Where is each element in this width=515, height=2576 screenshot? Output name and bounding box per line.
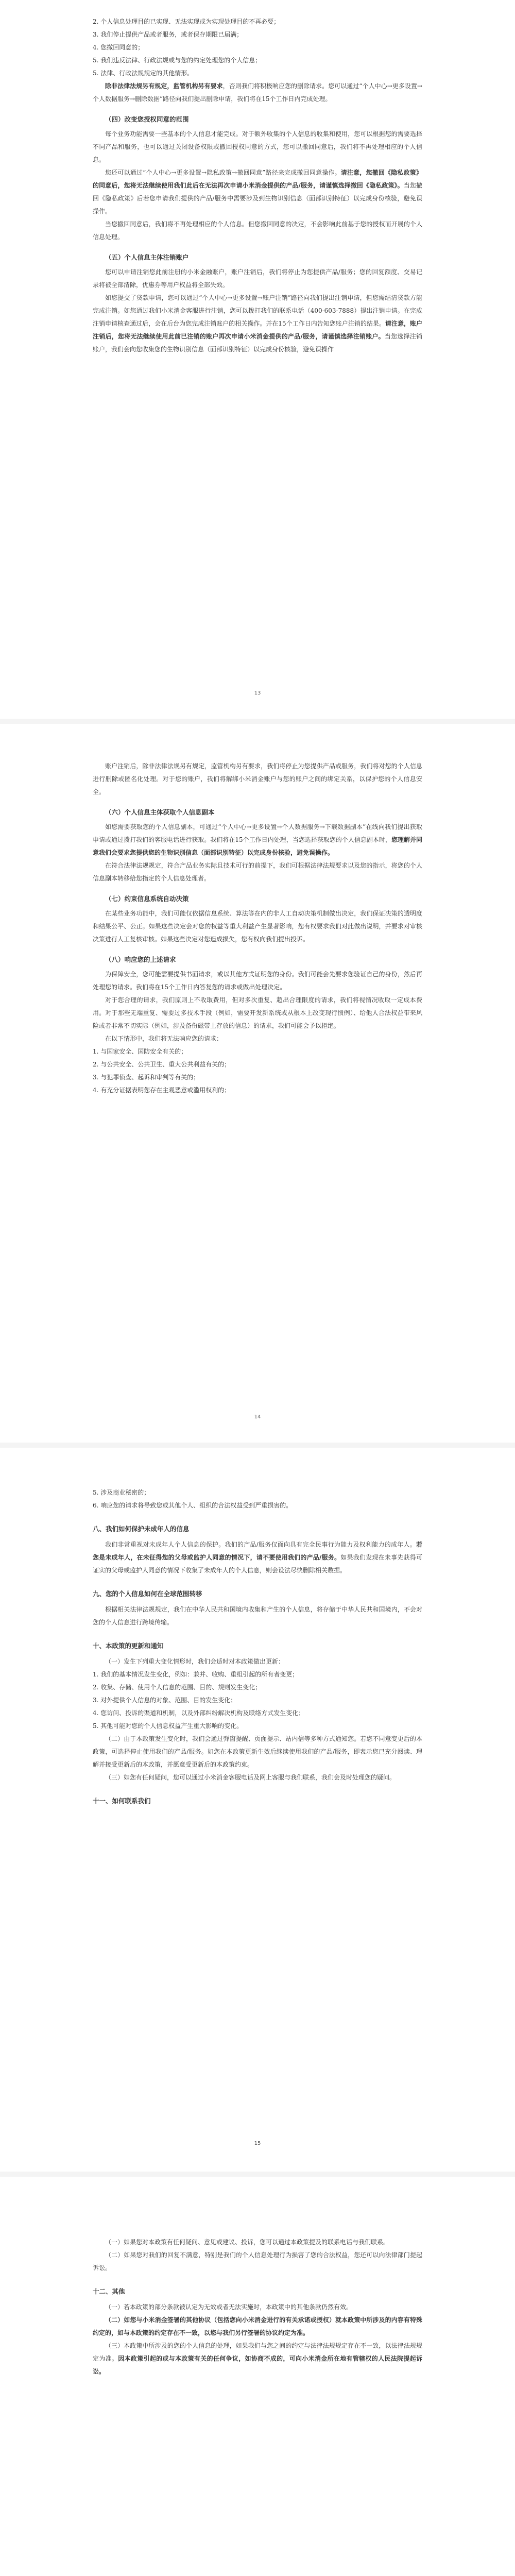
paragraph bbox=[93, 2314, 422, 2340]
section-heading: 十二、其他 bbox=[93, 2287, 125, 2295]
page-number: 15 bbox=[254, 2141, 261, 2146]
page-content bbox=[93, 15, 422, 356]
emphasis-text: 您理解并同意我们会要求您提供您的生物识别信息（面部识别特征）以完成身份核验，避免误操作。 bbox=[93, 836, 422, 856]
paragraph: 每个业务功能需要一些基本的个人信息才能完成。对于额外收集的个人信息的收集和使用，您可以根据您的需要选择不同产品和服务，也可以通过关闭设备权限或撤回授权同意的方式，您可以撤回同意后，我们将不再处理相应的个人信息。 bbox=[93, 130, 422, 163]
emphasis-text: 除非法律法规另有规定，监管机构另有要求 bbox=[105, 82, 223, 90]
page-number: 14 bbox=[254, 1414, 261, 1420]
list-item: 1. 与国家安全、国防安全有关的； bbox=[93, 1048, 187, 1055]
paragraph: 根据相关法律法规规定，我们在中华人民共和国境内收集和产生的个人信息，将存储于中华人民共和国境内，不会对您的个人信息进行跨境传输。 bbox=[93, 1606, 422, 1626]
paragraph: （三）如您有任何疑问，您可以通过小米消金客服电话及网上客服与我们联系，我们会及时处理您的疑问。 bbox=[105, 1774, 396, 1781]
list-item: 5. 我们违反法律、行政法规或与您的约定处理您的个人信息； bbox=[93, 57, 262, 64]
section-heading: （五）个人信息主体注销账户 bbox=[105, 253, 189, 261]
paragraph: 如您提交了贷款申请，您可以通过“个人中心→更多设置→账户注销”路径向我们提出注销申请，但您需结清贷款方能完成注销。如您通过我们小米消金客服进行注销，您可以拨打我们的联系电话（400-603-7888）提出注销申请。在完成注销申请核查通过后，会在后台为您完成注销账户的相关操作。并在15个工作日内告知您账户注销的结果。请注意，账户注销后，您将无法继续使用此前已注销的账户再次申请小米消金提供的产品/服务，请谨慎选择注销账户。当您选择注销账户，我们会向您收集您的生物识别信息（面部识别特征）以完成身份核验，避免误操作 bbox=[93, 294, 422, 353]
list-item: 1. 我们的基本情况发生变化，例如：兼并、收购、重组引起的所有者变更； bbox=[93, 1671, 299, 1678]
list-item: 5. 其他可能对您的个人信息权益产生重大影响的变化。 bbox=[93, 1722, 243, 1730]
page-separator bbox=[0, 719, 515, 724]
list-item: 6. 响应您的请求将导致您或其他个人、组织的合法权益受到严重损害的。 bbox=[93, 1502, 293, 1509]
section-heading: （六）个人信息主体获取个人信息副本 bbox=[105, 808, 215, 816]
paragraph: 我们非常重视对未成年人个人信息的保护。我们的产品/服务仅面向具有完全民事行为能力及权利能力的成年人。若您是未成年人，在未征得您的父母或监护人同意的情况下，请不要使用我们的产品/服务。如果我们发现在未事先获得可证实的父母或监护人同意的情况下收集了未成年人的个人信息，则会设法尽快删除相关数据。 bbox=[93, 1541, 422, 1574]
emphasis-text: 请注意，账户注销后，您将无法继续使用此前已注销的账户再次申请小米消金提供的产品/服务，请谨慎选择注销账户。 bbox=[93, 320, 422, 340]
paragraph: 账户注销后，除非法律法规另有规定，监管机构另有要求，我们将停止为您提供产品或服务，我们将对您的个人信息进行删除或匿名化处理。对于您的账户，我们将解绑小米消金账户与您的账户之间的绑定关系，以保护您的个人信息安全。 bbox=[93, 762, 422, 795]
paragraph: 对于您合理的请求，我们原则上不收取费用，但对多次重复、超出合理限度的请求，我们将视情况收取一定成本费用。对于那些无端重复、需要过多技术手段（例如，需要开发新系统或从根本上改变现行惯例）、给他人合法权益带来风险或者非常不切实际（例如，涉及备份磁带上存放的信息）的请求，我们可能会予以拒绝。 bbox=[93, 996, 422, 1029]
list-item: 2. 与公共安全、公共卫生、重大公共利益有关的； bbox=[93, 1061, 231, 1068]
paragraph: 当您撤回同意后，我们将不再处理相应的个人信息。但您撤回同意的决定，不会影响此前基于您的授权而开展的个人信息处理。 bbox=[93, 221, 422, 241]
section-heading: 十一、如何联系我们 bbox=[93, 1797, 151, 1805]
section-heading: 八、我们如何保护未成年人的信息 bbox=[93, 1525, 190, 1533]
page-content bbox=[93, 1486, 422, 1810]
document-page bbox=[0, 0, 515, 719]
section-heading: （七）约束信息系统自动决策 bbox=[105, 895, 189, 903]
document-page bbox=[0, 1448, 515, 2172]
list-item: 2. 个人信息处理目的已实现、无法实现或为实现处理目的不再必要； bbox=[93, 18, 280, 25]
paragraph: 您还可以通过“个人中心→更多设置→隐私政策→撤回同意”路径来完成撤回同意操作。请注意，您撤回《隐私政策》的同意后，您将无法继续使用我们此后在无法再次申请小米消金提供的产品/服务，请谨慎选择撤回《隐私政策》。当您撤回《隐私政策》后若您申请我们提供的产品/服务中需要涉及到生物识别信息（面部识别特征）以完成身份核验，避免误操作。 bbox=[93, 169, 422, 215]
document-page bbox=[0, 2177, 515, 2576]
list-item: 4. 有充分证据表明您存在主观恶意或滥用权利的； bbox=[93, 1087, 231, 1094]
page-separator bbox=[0, 2172, 515, 2177]
paragraph: 如您需要获取您的个人信息副本，可通过“个人中心→更多设置→个人数据服务→下载数据副本”在线向我们提出获取申请或通过拨打我们的客服电话进行获取。我们将在15个工作日内处理，当您选择获取您的个人信息副本时，您理解并同意我们会要求您提供您的生物识别信息（面部识别特征）以完成身份核验，避免误操作。 bbox=[93, 823, 422, 856]
section-heading: 十、本政策的更新和通知 bbox=[93, 1642, 164, 1650]
emphasis-text: （二）如您与小米消金签署的其他协议（包括您向小米消金进行的有关承诺或授权）就本政策中所涉及的内容有特殊约定的，如与本政策的约定存在不一致，以您与我们另行签署的协议约定为准。 bbox=[93, 2316, 422, 2336]
list-item: 3. 对外提供个人信息的对象、范围、目的发生变化； bbox=[93, 1697, 237, 1704]
paragraph: 在某些业务功能中，我们可能仅依据信息系统、算法等在内的非人工自动决策机制做出决定，我们保证决策的透明度和结果公平、公正。如果这些决定会对您的权益等重大利益产生显著影响，您有权要求我们对此做出说明，并要求对审核决策进行人工复核审核。如果这些决定对您造成损失，您有权向我们提出投诉。 bbox=[93, 910, 422, 943]
document-page bbox=[0, 724, 515, 1443]
list-item: 5. 法律、行政法规规定的其他情形。 bbox=[93, 70, 194, 77]
paragraph: （二）如果您对我们的回复不满意，特别是我们的个人信息处理行为损害了您的合法权益，您还可以向法律部门提起诉讼。 bbox=[93, 2251, 422, 2272]
page-separator bbox=[0, 1443, 515, 1448]
page-number: 13 bbox=[254, 690, 261, 696]
paragraph: 为保障安全，您可能需要提供书面请求，或以其他方式证明您的身份。我们可能会先要求您验证自己的身份，然后再处理您的请求。我们将在15个工作日内答复您的请求或做出处理决定。 bbox=[93, 971, 422, 991]
paragraph: （三）本政策中所涉及的您的个人信息的处理，如果我们与您之间的约定与法律法规规定存在不一致，以法律法规规定为准。因本政策引起的或与本政策有关的任何争议，如协商不成的，可向小米消金所在地有管辖权的人民法院提起诉讼。 bbox=[93, 2342, 422, 2375]
emphasis-text: 因本政策引起的或与本政策有关的任何争议，如协商不成的，可向小米消金所在地有管辖权的人民法院提起诉讼。 bbox=[93, 2355, 422, 2375]
list-item: 2. 收集、存储、使用个人信息的范围、目的、规则发生变化； bbox=[93, 1684, 262, 1691]
list-item: 5. 涉及商业秘密的； bbox=[93, 1489, 150, 1496]
list-item: 4. 您撤回同意的； bbox=[93, 44, 144, 51]
list-item: 3. 我们停止提供产品或者服务，或者保存期限已届满； bbox=[93, 31, 243, 38]
paragraph: （一）发生下列重大变化情形时，我们会适时对本政策做出更新： bbox=[105, 1658, 285, 1665]
paragraph: 除非法律法规另有规定，监管机构另有要求，否则我们将积极响应您的删除请求。您可以通过“个人中心→更多设置→个人数据服务→删除数据”路径向我们提出删除申请，我们将在15个工作日内完成处理。 bbox=[93, 82, 422, 103]
paragraph: （一）如果您对本政策有任何疑问、意见或建议、投诉，您可以通过本政策提及的联系电话与我们联系。 bbox=[105, 2239, 390, 2246]
section-heading: （四）改变您授权同意的范围 bbox=[105, 115, 189, 123]
page-content bbox=[93, 760, 422, 1097]
emphasis-text: 请注意，您撤回《隐私政策》的同意后，您将无法继续使用我们此后在无法再次申请小米消金提供的产品/服务，请谨慎选择撤回《隐私政策》。 bbox=[93, 169, 422, 189]
list-item: 4. 您访问、投诉的渠道和机制，以及外部纠纷解决机构及联络方式发生变化； bbox=[93, 1709, 305, 1717]
paragraph: （一）若本政策的部分条款被认定为无效或者无法实施时，本政策中的其他条款仍然有效。 bbox=[105, 2303, 353, 2311]
list-item: 3. 与犯罪侦查、起诉和审判等有关的； bbox=[93, 1074, 200, 1081]
page-content bbox=[93, 2236, 422, 2378]
section-heading: 九、您的个人信息如何在全球范围转移 bbox=[93, 1590, 202, 1598]
paragraph: 在以下情形中，我们将无法响应您的请求： bbox=[105, 1035, 223, 1042]
paragraph: 您可以申请注销您此前注册的小米金融账户，账户注销后，我们将停止为您提供产品/服务；您的回复额度、交易记录将被全部清除，优惠券等用户权益将全部失效。 bbox=[93, 268, 422, 289]
section-heading: （八）响应您的上述请求 bbox=[105, 956, 176, 963]
paragraph: （二）由于本政策发生变化时，我们会通过弹窗提醒、页面提示、站内信等多种方式通知您。若您不同意变更后的本政策，可选择停止使用我们的产品/服务。如您在本政策更新生效后继续使用我们的产品/服务，即表示您已充分阅读、理解并接受更新后的本政策，并愿意受更新后的本政策约束。 bbox=[93, 1735, 422, 1768]
emphasis-text: 若您是未成年人，在未征得您的父母或监护人同意的情况下，请不要使用我们的产品/服务。 bbox=[93, 1541, 422, 1561]
paragraph: 在符合法律法规规定，符合产品业务实际且技术可行的前提下，我们可根据法律法规要求以及您的指示，将您的个人信息副本转移给您指定的个人信息处理者。 bbox=[93, 862, 422, 882]
